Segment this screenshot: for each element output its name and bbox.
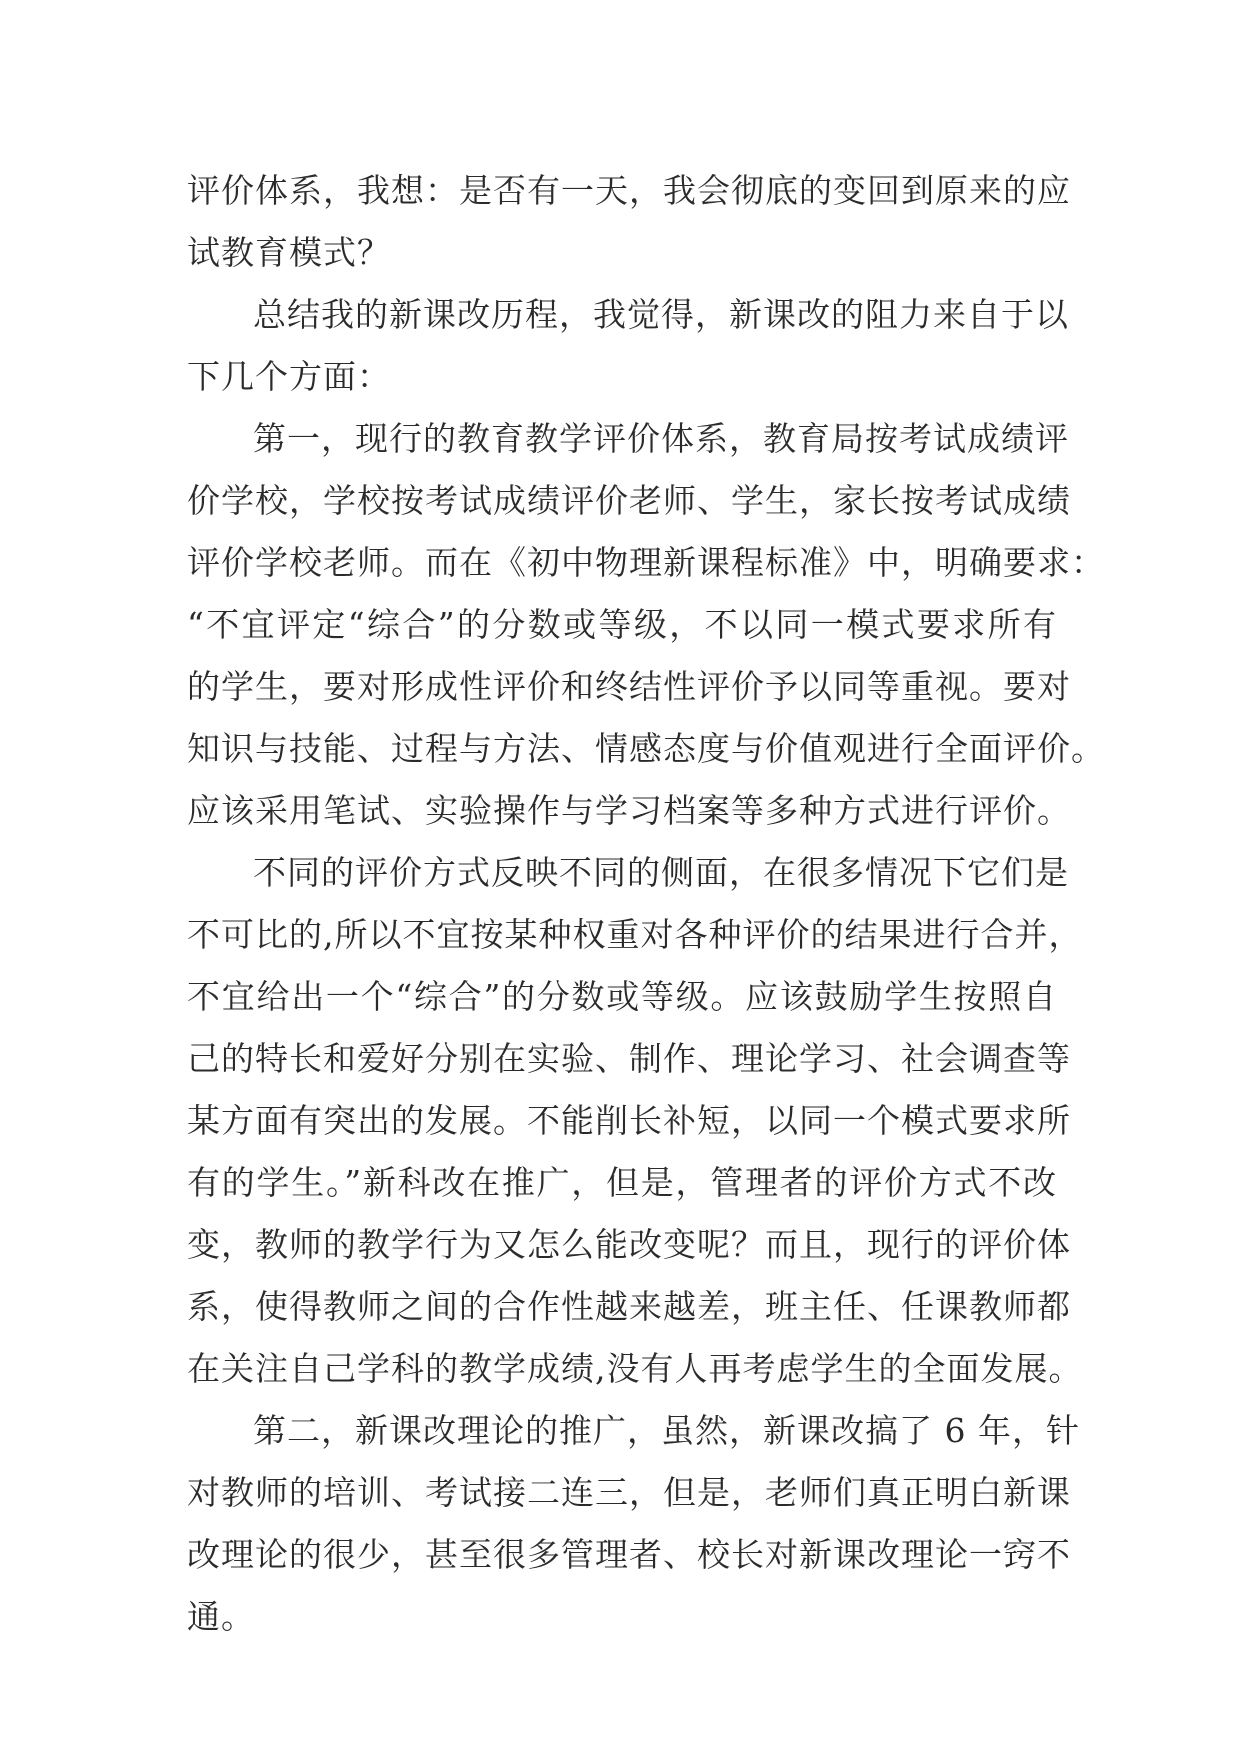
text-line: 知识与技能、过程与方法、情感态度与价值观进行全面评价。 [187, 729, 1105, 768]
text-line: 应该采用笔试、实验操作与学习档案等多种方式进行评价。 [187, 791, 1071, 830]
text-line: 在关注自己学科的教学成绩,没有人再考虑学生的全面发展。 [187, 1349, 1083, 1388]
text-line: 第一，现行的教育教学评价体系，教育局按考试成绩评 [253, 419, 1069, 458]
text-line: 不宜给出一个“综合”的分数或等级。应该鼓励学生按照自 [187, 977, 1057, 1016]
text-line: 的学生，要对形成性评价和终结性评价予以同等重视。要对 [187, 667, 1071, 706]
text-line: 通。 [187, 1597, 255, 1636]
document-body [187, 160, 1105, 1648]
text-line: 系，使得教师之间的合作性越来越差，班主任、任课教师都 [187, 1287, 1071, 1326]
text-line: 试教育模式？ [187, 233, 391, 272]
text-line: 总结我的新课改历程，我觉得，新课改的阻力来自于以 [253, 295, 1069, 334]
text-line: 己的特长和爱好分别在实验、制作、理论学习、社会调查等 [187, 1039, 1071, 1078]
text-line: 下几个方面： [187, 357, 391, 396]
text-line: 评价体系，我想：是否有一天，我会彻底的变回到原来的应 [187, 171, 1071, 210]
text-line: 价学校，学校按考试成绩评价老师、学生，家长按考试成绩 [187, 481, 1071, 520]
text-line: 改理论的很少，甚至很多管理者、校长对新课改理论一窍不 [187, 1535, 1071, 1574]
text-line: 变，教师的教学行为又怎么能改变呢？而且，现行的评价体 [187, 1225, 1071, 1264]
text-line: 不可比的,所以不宜按某种权重对各种评价的结果进行合并， [187, 915, 1083, 954]
text-line: 评价学校老师。而在《初中物理新课程标准》中，明确要求： [187, 543, 1105, 582]
text-line: 有的学生。”新科改在推广，但是，管理者的评价方式不改 [187, 1163, 1057, 1202]
text-line: 对教师的培训、考试接二连三，但是，老师们真正明白新课 [187, 1473, 1071, 1512]
text-line: 不同的评价方式反映不同的侧面，在很多情况下它们是 [253, 853, 1069, 892]
text-line: 第二，新课改理论的推广，虽然，新课改搞了 6 年，针 [253, 1411, 1080, 1450]
text-line: “不宜评定“综合”的分数或等级，不以同一模式要求所有 [187, 605, 1057, 644]
text-line: 某方面有突出的发展。不能削长补短，以同一个模式要求所 [187, 1101, 1071, 1140]
